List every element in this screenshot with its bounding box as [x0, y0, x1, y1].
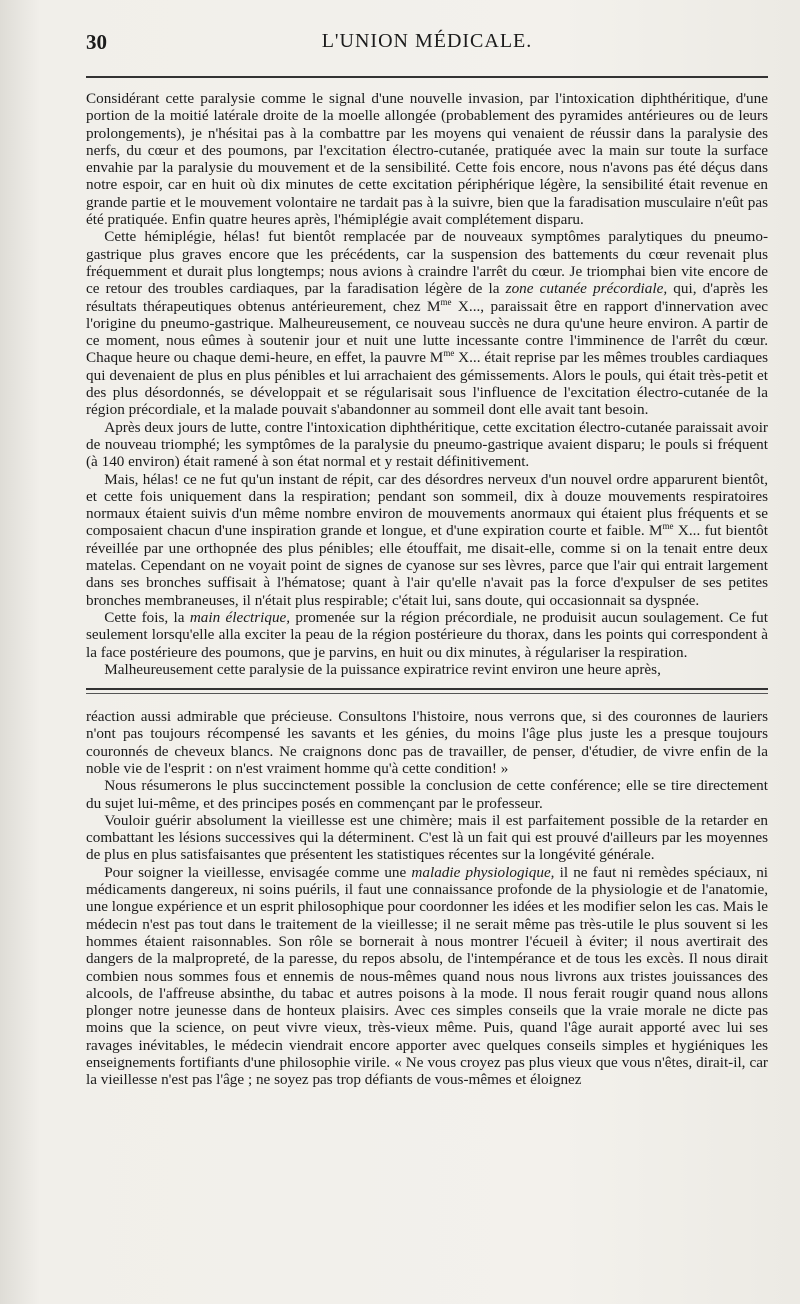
paragraph: Considérant cette paralysie comme le signal d'une nouvelle invasion, par l'intoxication diphthéritique, d'une portion de la moitié latérale droite de la moelle allongée (probablement des pyramides antérieures ou de leurs prolongements), je n'hésitai pas à la combattre par les moyens qui venaient de réussir dans la paralysie des nerfs, du cœur et des poumons, par l'excitation électro-cutanée, pratiquée avec la main sur toute la surface envahie par la paralysie du mouvement et de la sensibilité. Cette fois encore, nous n'avons pas été déçus dans notre espoir, car en huit où dix minutes de cette excitation périphérique légère, la sensibilité était revenue en grande partie et le mouvement volontaire ne tardait pas à la suivre, bien que la faradisation musculaire n'eût pas été pratiquée. Enfin quatre heures après, l'hémiplégie avait complétement disparu.: [86, 90, 768, 229]
page-header: [86, 30, 768, 70]
paragraph: Cette fois, la main électrique, promenée sur la région précordiale, ne produisit aucun soulagement. Ce fut seulement lorsqu'elle alla exciter la peau de la région postérieure du thorax, dans les points qui correspondent à la face postérieure des poumons, que je parvins, en huit ou dix minutes, à régulariser la respiration.: [86, 608, 768, 661]
page-number: 30: [86, 30, 107, 54]
feuilleton-section: [86, 708, 768, 1089]
section-divider: [86, 688, 768, 694]
article-continuation: [86, 90, 768, 678]
paragraph: Après deux jours de lutte, contre l'intoxication diphthéritique, cette excitation électro-cutanée paraissait avoir de nouveau triomphé; les symptômes de la paralysie du pneumo-gastrique avaient disparu; le pouls si fréquent (à 140 environ) était ramené à son état normal et y restait définitivement.: [86, 418, 768, 471]
paragraph: Vouloir guérir absolument la vieillesse est une chimère; mais il est parfaitement possible de la retarder en combattant les lésions successives qui la déterminent. C'est là un fait qui est prouvé d'ailleurs par les moyennes de plus en plus satisfaisantes que présentent les statistiques récentes sur la longévité générale.: [86, 811, 768, 864]
paragraph: réaction aussi admirable que précieuse. Consultons l'histoire, nous verrons que, si des couronnes de lauriers n'ont pas toujours récompensé les savants et les génies, du moins l'âge plus juste les a presque toujours couronnés de cheveux blancs. Ne craignons donc pas de travailler, de penser, d'étudier, de vivre enfin de la noble vie de l'esprit : on n'est vraiment homme qu'à cette condition! »: [86, 708, 768, 777]
paragraph: Malheureusement cette paralysie de la puissance expiratrice revint environ une heure après,: [104, 660, 661, 678]
paragraph: Pour soigner la vieillesse, envisagée comme une maladie physiologique, il ne faut ni remèdes spéciaux, ni médicaments dangereux, ni soins puérils, il faut une connaissance profonde de la physiologie et de l'anatomie, une longue expérience et un esprit philosophique pour coordonner les idées et les modifier selon les cas. Mais le médecin n'est pas tout dans le traitement de la vieillesse; il ne serait même pas très-utile le plus souvent si les hommes étaient raisonnables. Son rôle se bornerait à nous montrer l'écueil à éviter; il nous avertirait des dangers de la malpropreté, de la paresse, du repos absolu, de l'intempérance et de tous les excès. Il nous dirait combien nous sommes fous et ennemis de nous-mêmes quand nous nous livrons aux tristes jouissances des alcools, de l'affreuse absinthe, du tabac et autres poisons à la mode. Il nous ferait rougir quand nous allons plonger notre jeunesse dans de honteux plaisirs. Avec ces simples conseils que la vraie morale ne dicte pas moins que la science, on peut vivre vieux, très-vieux même. Puis, quand l'âge aurait apporté avec lui ses ravages inévitables, le médecin viendrait encore apporter avec quelques conseils simples et hygiéniques les enseignements fortifiants d'une philosophie virile. « Ne vous croyez pas plus vieux que vous n'êtes, dirait-il, car la vieillesse n'est pas l'âge ; ne soyez pas trop défiants de vous-mêmes et éloignez: [86, 863, 769, 1089]
paragraph: Mais, hélas! ce ne fut qu'un instant de répit, car des désordres nerveux d'un nouvel ordre apparurent bientôt, et cette fois uniquement dans la respiration; pendant son sommeil, dix à douze mouvements respiratoires normaux étaient suivis d'un même nombre environ de mouvements anormaux qui étaient plus fréquents et se composaient chacun d'une inspiration grande et longue, et d'une expiration courte et faible. $M^{me}$ X... fut bientôt réveillée par une orthopnée des plus pénibles; elle étouffait, me disait-elle, comme si on la tenait entre deux matelas. Cependant on ne voyait point de signes de cyanose sur ses lèvres, parce que l'air qui entrait largement dans ses bronches suffisait à l'hématose; quant à l'air qu'elle n'avait pas la force d'expulser de ses petites bronches membraneuses, il n'était plus respirable; c'était lui, sans doute, qui occasionnait sa dyspnée.: [86, 470, 768, 609]
paragraph: Cette hémiplégie, hélas! fut bientôt remplacée par de nouveaux symptômes paralytiques du pneumo-gastrique plus graves encore que les précédents, car la suspension des battements du cœur revenait plus fréquemment et durait plus longtemps; nous avions à craindre l'arrêt du cœur. Je triomphai bien vite encore de ce retour des troubles cardiaques, par la faradisation légère de la zone cutanée précordiale, qui, d'après les résultats thérapeutiques obtenus antérieurement, chez $M^{me}$ X..., paraissait être en rapport d'innervation avec l'origine du pneumo-gastrique. Malheureusement, ce nouveau succès ne dura qu'une heure environ. A partir de ce moment, nous eûmes à soutenir jour et nuit une lutte incessante contre l'imminence de l'arrêt du cœur. Chaque heure ou chaque demi-heure, en effet, la pauvre $M^{me}$ X... était reprise par les mêmes troubles cardiaques qui devenaient de plus en plus pénibles et lui arrachaient des gémissements. Alors le pouls, qui était très-petit et des plus désordonnés, se développait et se régularisait sous l'influence de l'excitation électro-cutanée de la région précordiale, et la malade pouvait s'abandonner au sommeil dont elle avait tant besoin.: [86, 228, 769, 419]
paragraph: Nous résumerons le plus succinctement possible la conclusion de cette conférence; elle se tire directement du sujet lui-même, et des principes posés en commençant par le professeur.: [86, 777, 768, 812]
header-rule: [86, 76, 768, 78]
journal-title: L'UNION MÉDICALE.: [321, 30, 533, 52]
